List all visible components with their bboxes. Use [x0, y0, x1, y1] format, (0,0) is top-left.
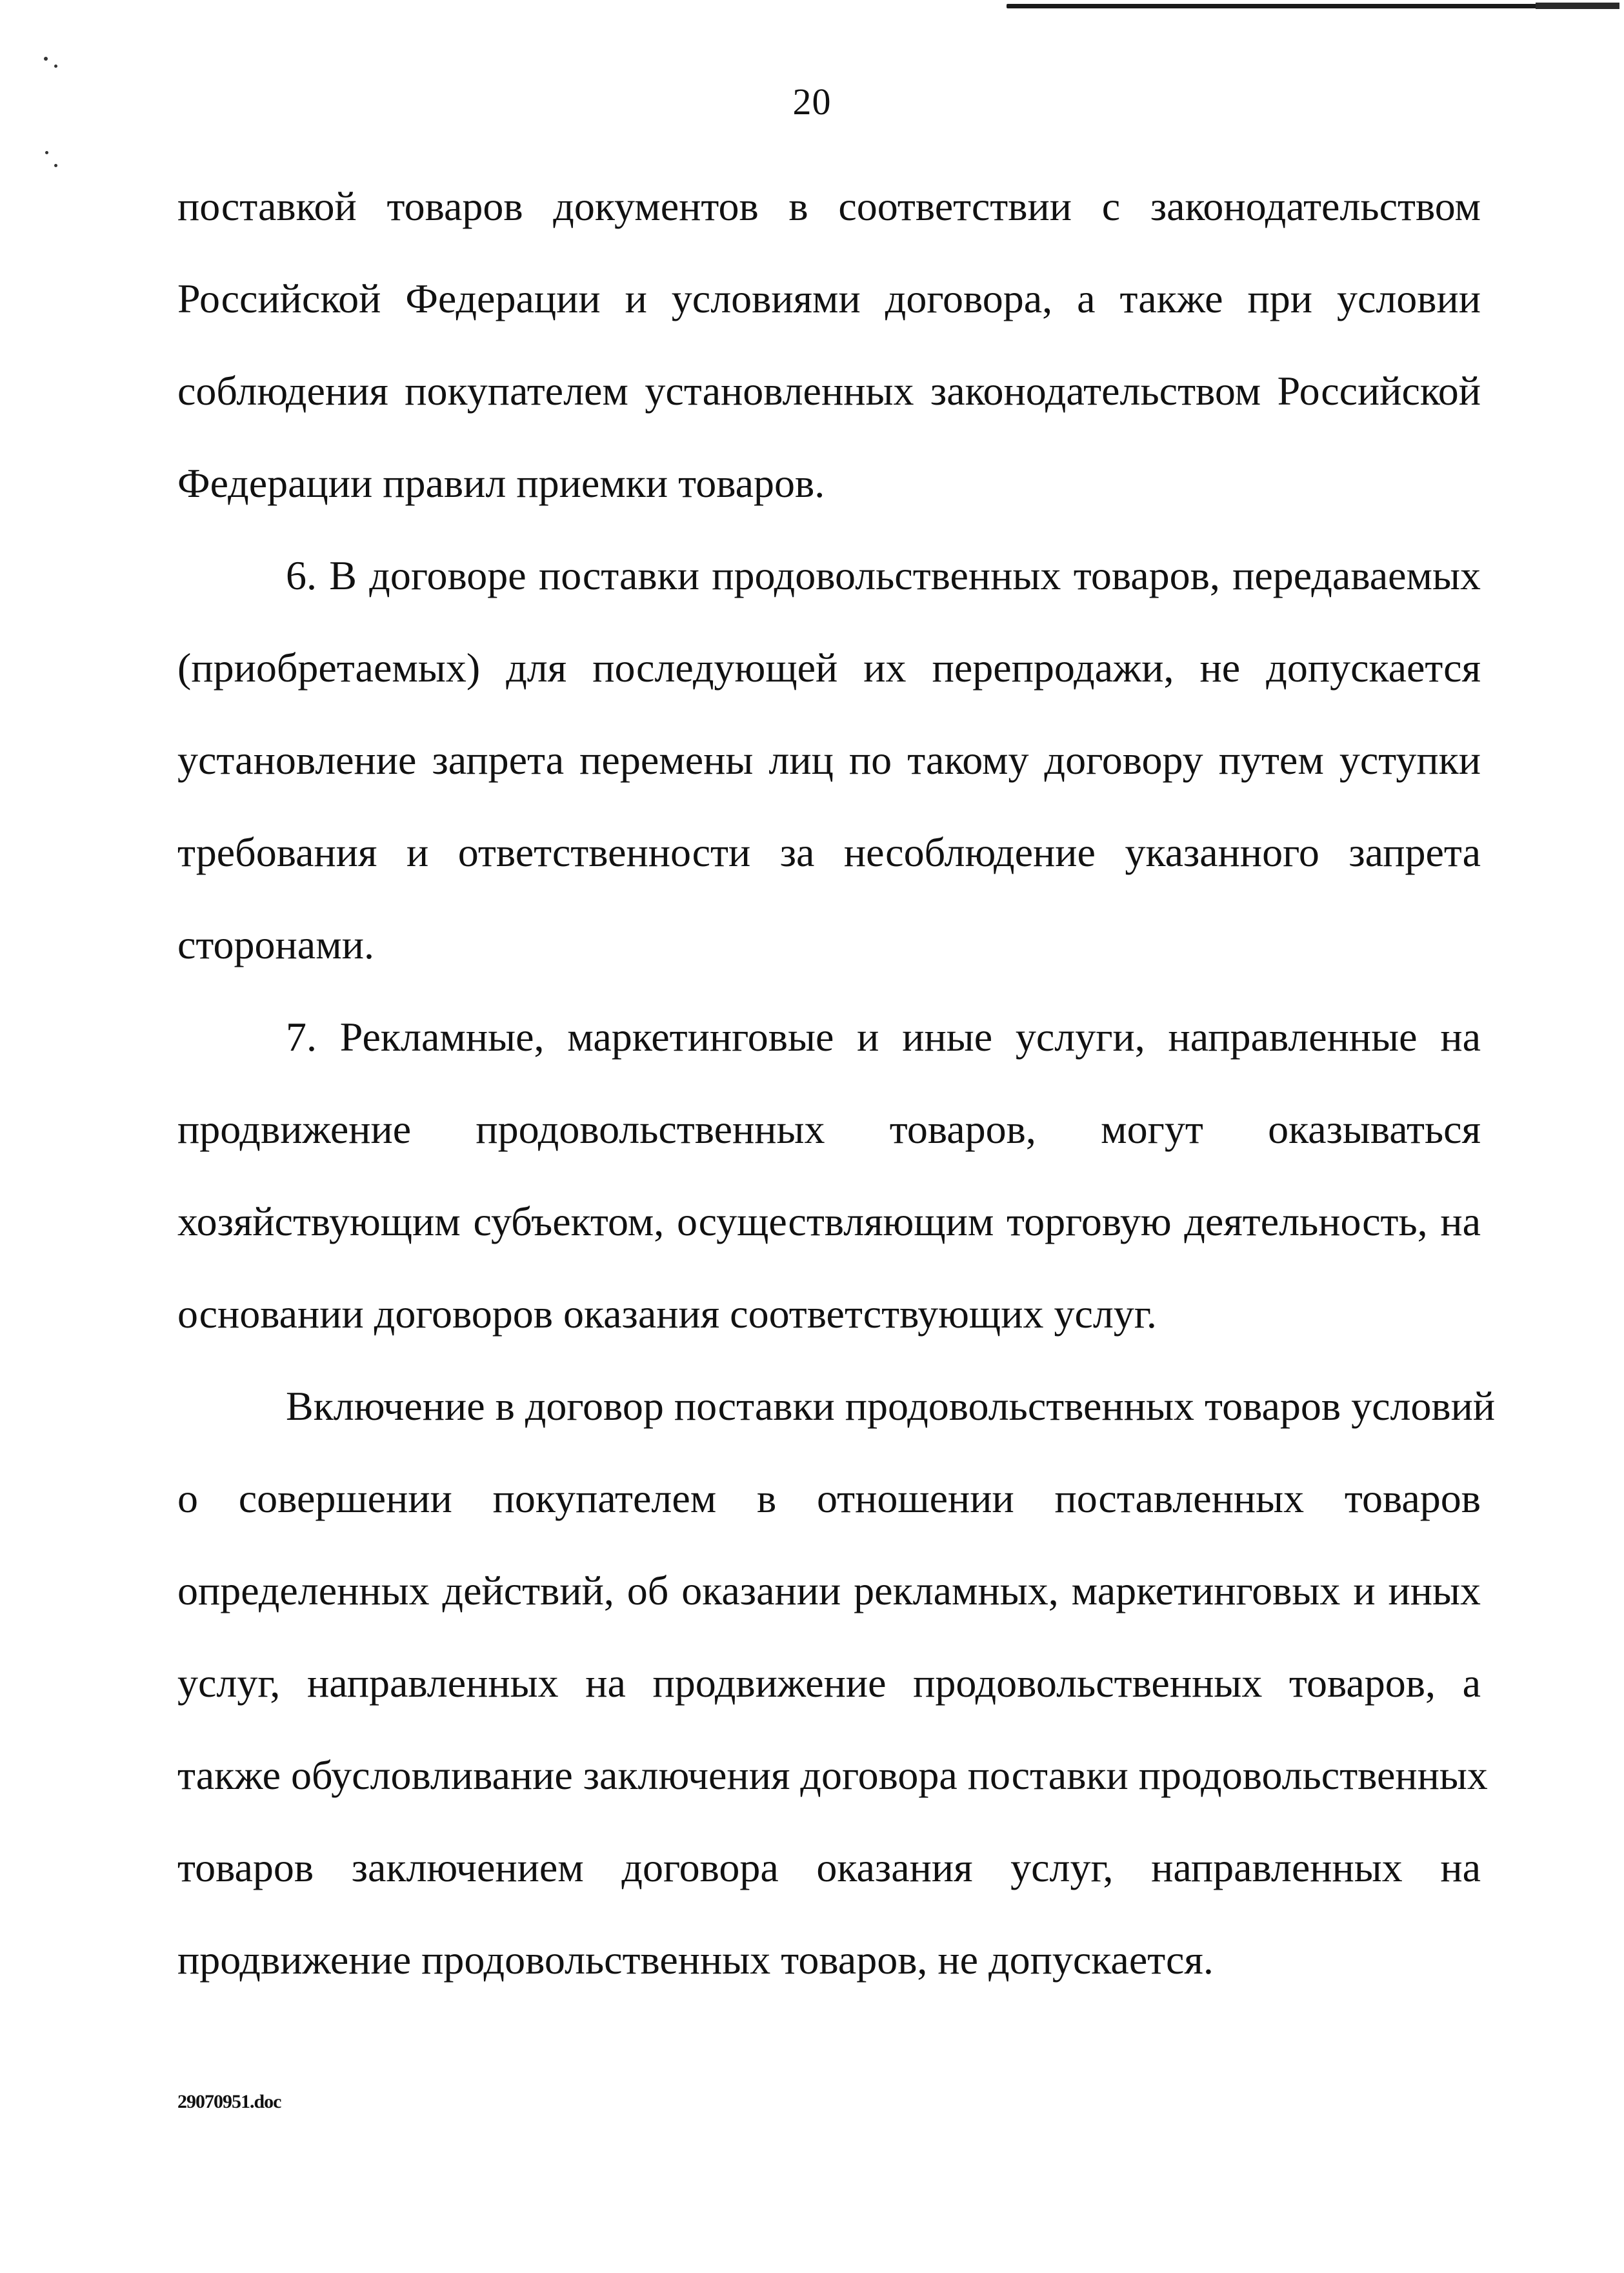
text-line: продвижение продовольственных товаров, могут оказываться	[177, 1106, 1481, 1152]
scan-edge-mark	[1007, 4, 1561, 8]
paragraph-first-line: 7. Рекламные, маркетинговые и иные услуги, направленные на	[286, 1014, 1481, 1060]
scan-speck	[45, 151, 48, 154]
text-line: основании договоров оказания соответствующих услуг.	[177, 1291, 1157, 1337]
scan-speck	[44, 57, 48, 61]
body-text	[177, 160, 1496, 2006]
text-line: Федерации правил приемки товаров.	[177, 460, 825, 506]
text-line: поставкой товаров документов в соответствии с законодательством	[177, 183, 1481, 229]
text-line: (приобретаемых) для последующей их перепродажи, не допускается	[177, 645, 1481, 691]
text-line: хозяйствующим субъектом, осуществляющим торговую деятельность, на	[177, 1198, 1481, 1244]
scan-edge-mark-right	[1536, 3, 1619, 9]
scan-speck	[54, 65, 57, 68]
text-line: соблюдения покупателем установленных законодательством Российской	[177, 368, 1481, 414]
text-line: также обусловливание заключения договора поставки продовольственных	[177, 1752, 1488, 1798]
document-filename: 29070951.doc	[177, 2091, 281, 2112]
text-line: товаров заключением договора оказания услуг, направленных на	[177, 1844, 1481, 1890]
text-line: продвижение продовольственных товаров, не допускается.	[177, 1937, 1214, 1983]
text-line: Российской Федерации и условиями договора, а также при условии	[177, 276, 1481, 321]
paragraph-first-line: 6. В договоре поставки продовольственных товаров, передаваемых	[286, 552, 1481, 598]
text-line: требования и ответственности за несоблюдение указанного запрета	[177, 829, 1481, 875]
text-line: определенных действий, об оказании рекламных, маркетинговых и иных	[177, 1568, 1481, 1613]
scan-speck	[54, 164, 57, 167]
text-line: услуг, направленных на продвижение продовольственных товаров, а	[177, 1660, 1481, 1706]
text-line: установление запрета перемены лиц по такому договору путем уступки	[177, 737, 1481, 783]
text-line: сторонами.	[177, 922, 374, 967]
paragraph-first-line: Включение в договор поставки продовольственных товаров условий	[286, 1383, 1496, 1429]
text-line: о совершении покупателем в отношении поставленных товаров	[177, 1475, 1481, 1521]
page-number: 20	[792, 81, 832, 123]
